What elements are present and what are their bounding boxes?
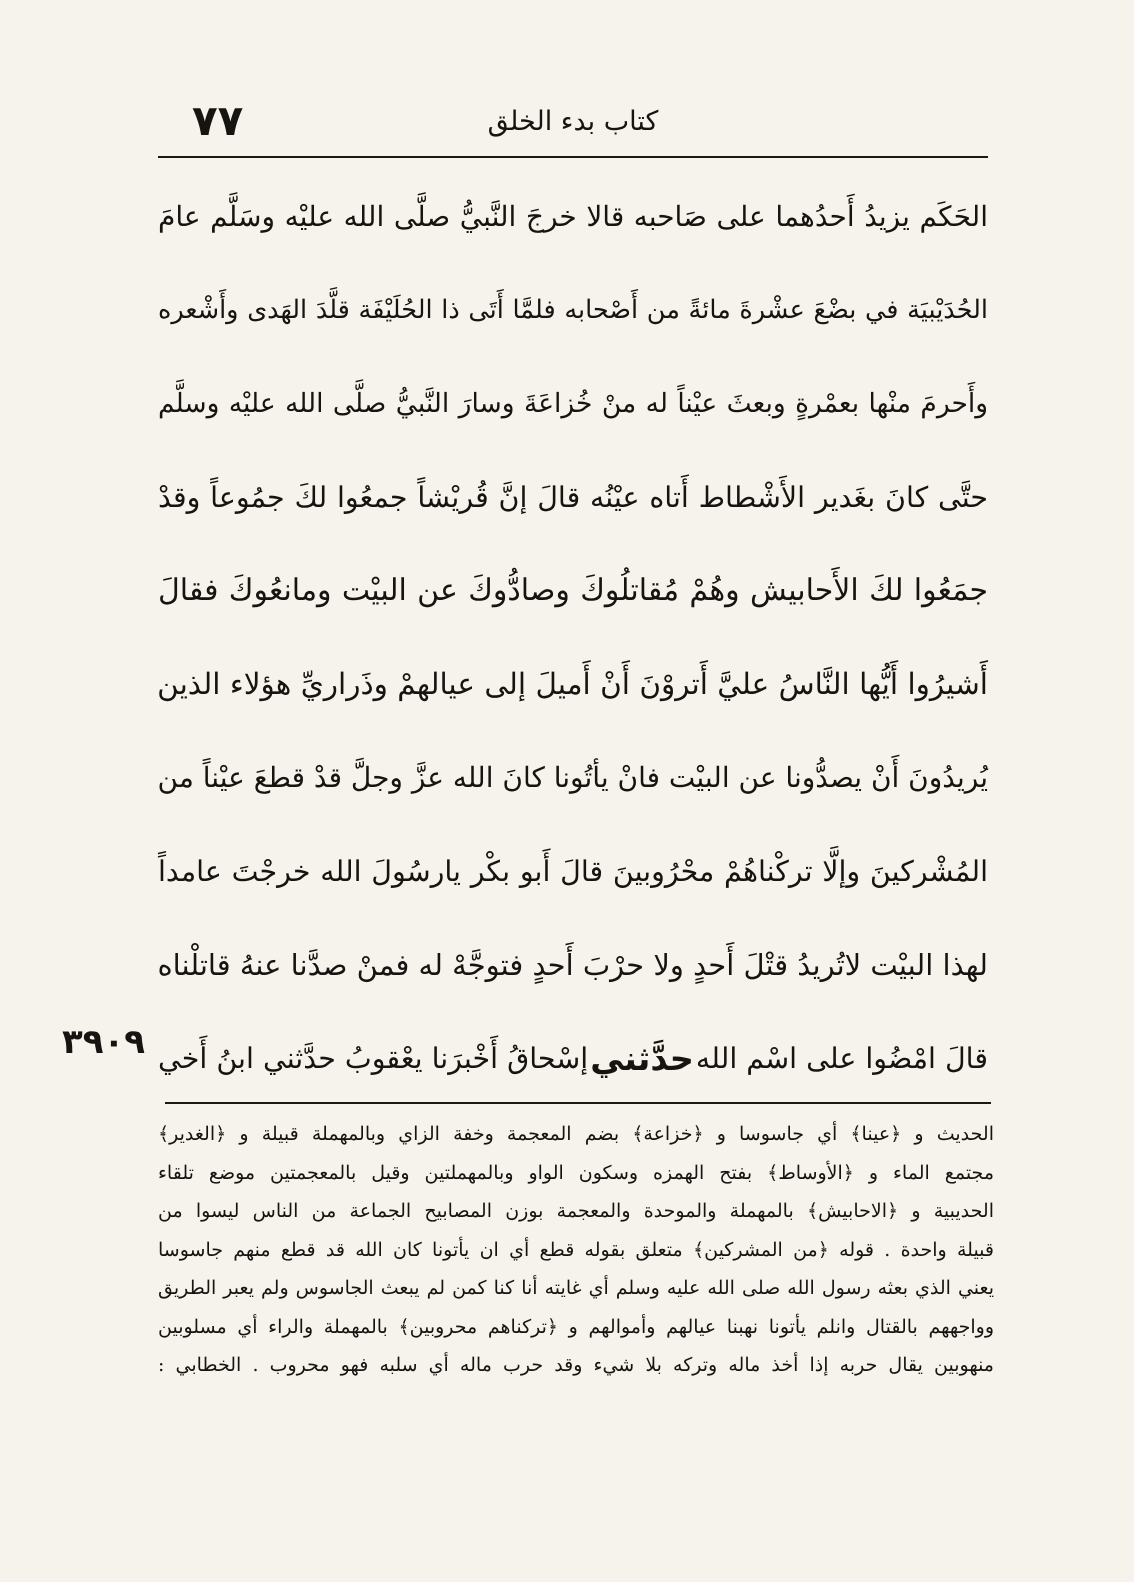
main-text-line-content: الحَكَم يزيدُ أَحدُهما على صَاحبه قالا خرجَ النَّبيُّ صلَّى الله عليْه وسَلَّم عامَ: [158, 200, 988, 234]
hadith-keyword: حدَّثني: [590, 1038, 694, 1078]
footnote-line-content: وواجههم بالقتال وانلم يأتونا نهبنا عيالهم وأموالهم و ﴿تركناهم محروبين﴾ بالمهملة والراء أي مسلوبين: [158, 1315, 994, 1338]
main-text-line: [158, 731, 988, 825]
main-text-line-content: جمَعُوا لكَ الأَحابيش وهُمْ مُقاتلُوكَ وصادُّوكَ عن البيْت ومانعُوكَ فقالَ: [158, 573, 988, 609]
footnotes-block: [158, 1115, 994, 1385]
main-text-line-content: أَشيرُوا أَيُّها النَّاسُ عليَّ أَتروْنَ أَنْ أَميلَ إلى عيالهمْ وذَراريِّ هؤلاء الذين: [157, 667, 988, 702]
main-text-block: [158, 170, 988, 1105]
footnote-line: [158, 1269, 994, 1308]
main-text-line: [158, 357, 988, 451]
footnote-line: [158, 1192, 994, 1231]
main-text-line: [158, 264, 988, 358]
main-text-line: [158, 170, 988, 264]
last-line-end: إسْحاقُ أَخْبرَنا يعْقوبُ حدَّثني ابنُ أَخي: [158, 1041, 589, 1075]
footnote-line: [158, 1231, 994, 1270]
main-text-line-content: المُشْركينَ وإلَّا تركْناهُمْ محْرُوبينَ قالَ أَبو بكْر يارسُولَ الله خرجْتَ عامداً: [158, 854, 988, 888]
footnote-divider: [165, 1102, 991, 1104]
footnote-line: [158, 1154, 994, 1193]
footnote-line-content: الحديبية و ﴿الاحابيش﴾ بالمهملة والموحدة والمعجمة بوزن المصابيح الجماعة من الناس ليسوا من: [158, 1200, 994, 1223]
footnote-line-content: مجتمع الماء و ﴿الأوساط﴾ بفتح الهمزه وسكون الواو وبالمهملتين وقيل بالمعجمتين موضع تلقاء: [158, 1161, 994, 1184]
main-text-line-content: الحُدَيْبيَة في بضْعَ عشْرةَ مائةً من أَصْحابه فلمَّا أَتَى ذا الحُلَيْفَة قلَّدَ الهَدى وأَشْعره: [158, 295, 988, 326]
main-text-line-content: يُريدُونَ أَنْ يصدُّونا عن البيْت فانْ يأتُونا كانَ الله عزَّ وجلَّ قدْ قطعَ عيْناً من: [157, 761, 988, 795]
main-text-line-content: حتَّى كانَ بغَدير الأَشْطاط أَتاه عيْنُه قالَ إنَّ قُريْشاً جمعُوا لكَ جمُوعاً وقدْ: [158, 480, 988, 514]
page-header: [158, 88, 988, 158]
footnote-line-content: الحديث و ﴿عينا﴾ أي جاسوسا و ﴿خزاعة﴾ بضم المعجمة وخفة الزاي وبالمهملة قبيلة و ﴿الغدير﴾: [158, 1123, 994, 1146]
hadith-number: ٣٩٠٩: [62, 1022, 146, 1062]
main-text-line: [158, 451, 988, 545]
footnote-line: [158, 1115, 994, 1154]
main-text-line-content: وأَحرمَ منْها بعمْرةٍ وبعثَ عيْناً له منْ خُزاعَةَ وسارَ النَّبيُّ صلَّى الله عليْه وسلَّم: [158, 388, 988, 420]
last-line-start: قالَ امْضُوا على اسْم الله: [695, 1041, 988, 1075]
main-text-line: [158, 544, 988, 638]
main-text-last-line: [158, 1012, 988, 1106]
page-number: ٧٧: [192, 96, 244, 145]
footnote-line-content: منهوبين يقال حربه إذا أخذ ماله وتركه بلا شيء وقد حرب ماله أي سلبه فهو محروب . الخطابي :: [158, 1354, 994, 1377]
footnote-line-content: قبيلة واحدة . قوله ﴿من المشركين﴾ متعلق بقوله قطع أي ان يأتونا كان الله قد قطع منهم جاسوسا: [158, 1238, 994, 1261]
footnote-line: [158, 1346, 994, 1385]
main-text-line-content: لهذا البيْت لاتُريدُ قتْلَ أَحدٍ ولا حرْبَ أَحدٍ فتوجَّهْ له فمنْ صدَّنا عنهُ قاتلْناه: [157, 947, 988, 982]
main-text-line: [158, 638, 988, 732]
footnote-line-content: يعني الذي بعثه رسول الله صلى الله عليه وسلم أي غايته أنا كنا كمن لم يبعث الجاسوس ولم يعبر الطريق: [158, 1277, 994, 1300]
main-text-line: [158, 918, 988, 1012]
footnote-line: [158, 1308, 994, 1347]
main-text-line: [158, 825, 988, 919]
running-title: كتاب بدء الخلق: [487, 106, 659, 137]
